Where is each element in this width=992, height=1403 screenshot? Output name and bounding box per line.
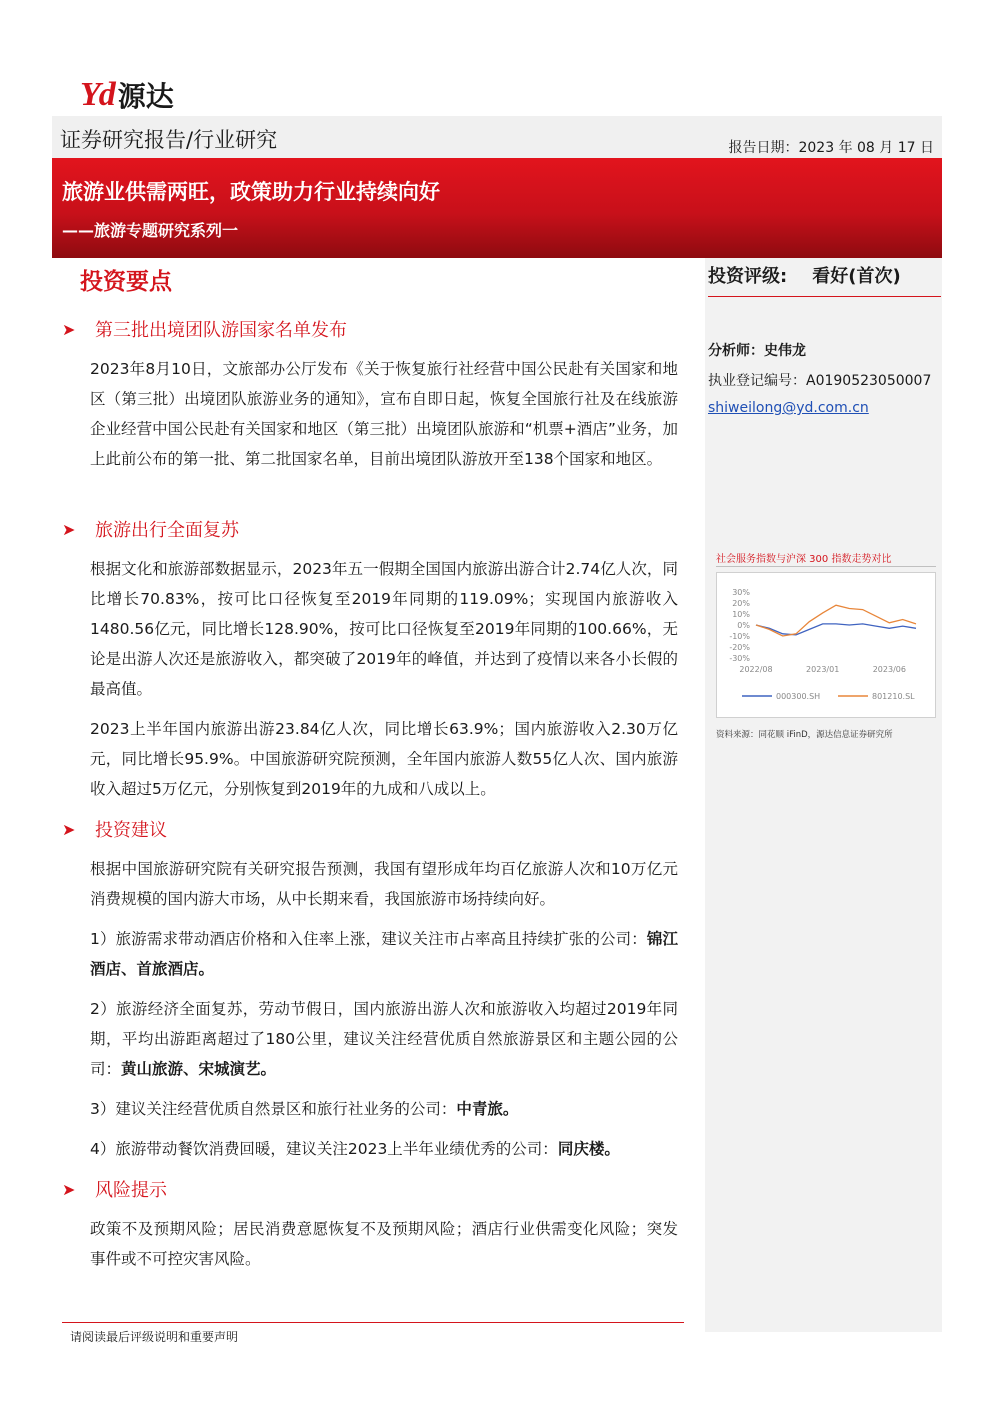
- brand-logo: [80, 78, 174, 112]
- list-item-companies: 锦江酒店、首旅酒店。: [90, 930, 678, 978]
- y-tick-label: -20%: [729, 643, 750, 652]
- list-item-companies: 同庆楼。: [557, 1140, 620, 1158]
- sidebar-panel: [705, 258, 942, 1332]
- list-item-text: 1）旅游需求带动酒店价格和入住率上涨，建议关注市占率高且持续扩张的公司：: [90, 930, 647, 948]
- analyst-name: 分析师：史伟龙: [708, 343, 806, 359]
- paragraph: 政策不及预期风险；居民消费意愿恢复不及预期风险；酒店行业供需变化风险；突发事件或不可控灾害风险。: [90, 1220, 678, 1268]
- list-item: [90, 924, 678, 984]
- y-tick-label: -30%: [729, 654, 750, 663]
- chart-source: 资料来源：同花顺 iFinD，源达信息证券研究所: [716, 730, 893, 740]
- section-title-outbound: [62, 316, 347, 342]
- y-tick-label: 0%: [737, 621, 750, 630]
- title-banner: [52, 158, 942, 258]
- arrow-bullet-icon: ➤: [62, 1179, 76, 1199]
- footer-disclaimer: 请阅读最后评级说明和重要声明: [70, 1330, 239, 1344]
- footer-divider: [62, 1322, 684, 1323]
- list-item-text: 3）建议关注经营优质自然景区和旅行社业务的公司：: [90, 1100, 457, 1118]
- x-tick-label: 2023/06: [872, 665, 906, 674]
- paragraph: 2023年8月10日，文旅部办公厅发布《关于恢复旅行社经营中国公民赴有关国家和地区（第三批）出境团队旅游业务的通知》，宣布自即日起，恢复全国旅行社及在线旅游企业经营中国公民赴有关国家和地区（第三批）出境团队旅游和“机票+酒店”业务，加上此前公布的第一批、第二批国家名单，目前出境团队游放开至138个国家和地区。: [90, 360, 678, 468]
- report-subtitle: ——旅游专题研究系列一: [62, 221, 239, 240]
- analyst-license: 执业登记编号：A0190523050007: [708, 373, 932, 389]
- section-title-text: 风险提示: [95, 1180, 167, 1201]
- list-item-text: 2）旅游经济全面复苏，劳动节假日，国内旅游出游人次和旅游收入均超过2019年同期，平均出游距离超过了180公里，建议关注经营优质自然旅游景区和主题公园的公司：: [90, 1000, 678, 1078]
- section-title-risk: [62, 1176, 167, 1202]
- rating-divider: [708, 296, 941, 297]
- logo-name: 源达: [117, 80, 174, 113]
- x-tick-label: 2022/08: [739, 665, 773, 674]
- report-title: 旅游业供需两旺，政策助力行业持续向好: [62, 180, 440, 204]
- legend-label: 801210.SL: [872, 692, 915, 701]
- logo-mark: Yd: [80, 76, 114, 113]
- arrow-bullet-icon: ➤: [62, 819, 76, 839]
- report-date: 报告日期：2023 年 08 月 17 日: [728, 140, 934, 156]
- legend-label: 000300.SH: [776, 692, 821, 701]
- arrow-bullet-icon: ➤: [62, 519, 76, 539]
- list-item-text: 4）旅游带动餐饮消费回暖，建议关注2023上半年业绩优秀的公司：: [90, 1140, 558, 1158]
- analyst-email-link[interactable]: shiweilong@yd.com.cn: [708, 400, 869, 416]
- series-line-801210.SL: [756, 605, 916, 636]
- series-line-000300.SH: [756, 624, 916, 635]
- index-comparison-chart: [716, 572, 936, 718]
- list-item-companies: 中青旅。: [456, 1100, 519, 1118]
- list-item: [90, 1134, 678, 1164]
- paragraph: 根据中国旅游研究院有关研究报告预测，我国有望形成年均百亿旅游人次和10万亿元消费规模的国内游大市场，从中长期来看，我国旅游市场持续向好。: [90, 860, 678, 908]
- list-item: [90, 994, 678, 1084]
- x-tick-label: 2023/01: [806, 665, 840, 674]
- list-item-companies: 黄山旅游、宋城演艺。: [121, 1060, 277, 1078]
- investment-rating: 投资评级: 看好(首次): [708, 266, 901, 287]
- list-item: [90, 1094, 678, 1124]
- chart-title-divider: [716, 566, 936, 567]
- section-title-text: 第三批出境团队游国家名单发布: [95, 320, 347, 341]
- chart-title: 社会服务指数与沪深 300 指数走势对比: [716, 554, 892, 565]
- paragraph: 根据文化和旅游部数据显示，2023年五一假期全国国内旅游出游合计2.74亿人次，同比增长70.83%，按可比口径恢复至2019年同期的119.09%；实现国内旅游收入1480.56亿元，同比增长128.90%，按可比口径恢复至2019年同期的100.66%，无论是出游人次还是旅游收入，都突破了2019年的峰值，并达到了疫情以来各小长假的最高值。: [90, 560, 678, 698]
- section-title-advice: [62, 816, 167, 842]
- y-tick-label: 20%: [732, 599, 750, 608]
- document-type: 证券研究报告/行业研究: [60, 128, 278, 152]
- y-tick-label: -10%: [729, 632, 750, 641]
- y-tick-label: 30%: [732, 588, 750, 597]
- section-heading: 投资要点: [80, 269, 172, 295]
- section-title-text: 投资建议: [95, 820, 167, 841]
- paragraph: 2023上半年国内旅游出游23.84亿人次，同比增长63.9%；国内旅游收入2.30万亿元，同比增长95.9%。中国旅游研究院预测，全年国内旅游人数55亿人次、国内旅游收入超过5万亿元，分别恢复到2019年的九成和八成以上。: [90, 720, 678, 798]
- section-title-recovery: [62, 516, 239, 542]
- y-tick-label: 10%: [732, 610, 750, 619]
- section-title-text: 旅游出行全面复苏: [95, 520, 239, 541]
- arrow-bullet-icon: ➤: [62, 319, 76, 339]
